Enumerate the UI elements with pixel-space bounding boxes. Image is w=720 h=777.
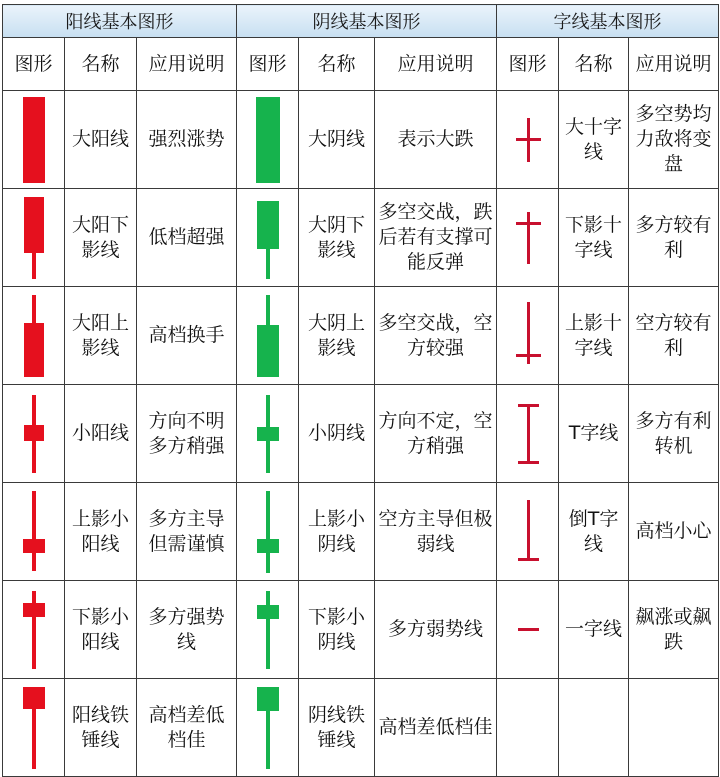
cross-shape-cell-empty	[497, 679, 559, 777]
table-row	[3, 287, 719, 385]
table-row	[3, 385, 719, 483]
header-cross-name: 名称	[559, 38, 629, 91]
yang-desc: 多方主导但需谨慎	[137, 483, 237, 581]
cross-shape-cell	[497, 385, 559, 483]
yin-shape-cell	[237, 679, 299, 777]
yin-lower-shadow-icon	[248, 193, 288, 283]
yin-desc: 多空交战，跌后若有支撑可能反弹	[375, 189, 497, 287]
cross-shape-cell	[497, 287, 559, 385]
cross-desc: 多方有利转机	[629, 385, 719, 483]
upper-shadow-small-yang-icon	[14, 487, 54, 577]
yang-name: 大阳下影线	[65, 189, 137, 287]
yang-upper-shadow-icon	[14, 291, 54, 381]
cross-desc-empty	[629, 679, 719, 777]
yang-hammer-icon	[14, 683, 54, 773]
cross-name: 大十字线	[559, 91, 629, 189]
yang-shape-cell	[3, 581, 65, 679]
yang-desc: 低档超强	[137, 189, 237, 287]
cross-icon	[508, 110, 548, 170]
yang-shape-cell	[3, 287, 65, 385]
yin-name: 上影小阴线	[299, 483, 375, 581]
header-yang-name: 名称	[65, 38, 137, 91]
header-yang-desc: 应用说明	[137, 38, 237, 91]
table-row	[3, 189, 719, 287]
yang-shape-cell	[3, 91, 65, 189]
yang-desc: 强烈涨势	[137, 91, 237, 189]
yin-upper-shadow-icon	[248, 291, 288, 381]
cross-desc: 高档小心	[629, 483, 719, 581]
yang-name: 大阳线	[65, 91, 137, 189]
yin-shape-cell	[237, 385, 299, 483]
section-title-cross: 字线基本图形	[497, 5, 719, 38]
cross-name: 倒T字线	[559, 483, 629, 581]
big-yin-candle-icon	[248, 95, 288, 185]
small-yang-icon	[14, 389, 54, 479]
header-yin-name: 名称	[299, 38, 375, 91]
header-yin-shape: 图形	[237, 38, 299, 91]
table-row	[3, 581, 719, 679]
yin-name: 阴线铁锤线	[299, 679, 375, 777]
yang-shape-cell	[3, 385, 65, 483]
yang-lower-shadow-icon	[14, 193, 54, 283]
cross-desc: 多空势均力敌将变盘	[629, 91, 719, 189]
yang-name: 下影小阳线	[65, 581, 137, 679]
yin-shape-cell	[237, 91, 299, 189]
cross-desc: 多方较有利	[629, 189, 719, 287]
header-yin-desc: 应用说明	[375, 38, 497, 91]
upper-shadow-cross-icon	[508, 296, 548, 376]
yang-desc: 方向不明多方稍强	[137, 385, 237, 483]
upper-shadow-small-yin-icon	[248, 487, 288, 577]
cross-name: 一字线	[559, 581, 629, 679]
header-yang-shape: 图形	[3, 38, 65, 91]
yin-shape-cell	[237, 483, 299, 581]
yin-name: 大阴上影线	[299, 287, 375, 385]
yang-shape-cell	[3, 189, 65, 287]
header-cross-shape: 图形	[497, 38, 559, 91]
t-line-icon	[508, 394, 548, 474]
yang-name: 上影小阳线	[65, 483, 137, 581]
yin-desc: 多方弱势线	[375, 581, 497, 679]
yin-shape-cell	[237, 581, 299, 679]
table-row	[3, 679, 719, 777]
lower-shadow-small-yang-icon	[14, 585, 54, 675]
cross-name-empty	[559, 679, 629, 777]
yin-desc: 高档差低档佳	[375, 679, 497, 777]
cross-shape-cell	[497, 189, 559, 287]
yang-name: 大阳上影线	[65, 287, 137, 385]
yin-desc: 方向不定，空方稍强	[375, 385, 497, 483]
yang-shape-cell	[3, 483, 65, 581]
yang-name: 阳线铁锤线	[65, 679, 137, 777]
yin-name: 下影小阴线	[299, 581, 375, 679]
section-title-yin: 阴线基本图形	[237, 5, 497, 38]
yin-desc: 表示大跌	[375, 91, 497, 189]
yin-hammer-icon	[248, 683, 288, 773]
table-row	[3, 91, 719, 189]
cross-name: 上影十字线	[559, 287, 629, 385]
yin-desc: 多空交战，空方较强	[375, 287, 497, 385]
cross-desc: 空方较有利	[629, 287, 719, 385]
cross-shape-cell	[497, 91, 559, 189]
cross-shape-cell	[497, 581, 559, 679]
yang-desc: 多方强势线	[137, 581, 237, 679]
cross-desc: 飙涨或飙跌	[629, 581, 719, 679]
cross-name: T字线	[559, 385, 629, 483]
table-row	[3, 483, 719, 581]
cross-name: 下影十字线	[559, 189, 629, 287]
candlestick-table	[2, 4, 719, 777]
section-title-yang: 阳线基本图形	[3, 5, 237, 38]
yang-name: 小阳线	[65, 385, 137, 483]
yang-desc: 高档换手	[137, 287, 237, 385]
yin-name: 小阴线	[299, 385, 375, 483]
yin-shape-cell	[237, 287, 299, 385]
small-yin-icon	[248, 389, 288, 479]
inverted-t-icon	[508, 492, 548, 572]
yin-shape-cell	[237, 189, 299, 287]
lower-shadow-cross-icon	[508, 208, 548, 268]
yin-desc: 空方主导但极弱线	[375, 483, 497, 581]
header-cross-desc: 应用说明	[629, 38, 719, 91]
lower-shadow-small-yin-icon	[248, 585, 288, 675]
cross-shape-cell	[497, 483, 559, 581]
big-yang-candle-icon	[14, 95, 54, 185]
yang-shape-cell	[3, 679, 65, 777]
one-line-icon	[508, 610, 548, 650]
yin-name: 大阴下影线	[299, 189, 375, 287]
yin-name: 大阴线	[299, 91, 375, 189]
yang-desc: 高档差低档佳	[137, 679, 237, 777]
